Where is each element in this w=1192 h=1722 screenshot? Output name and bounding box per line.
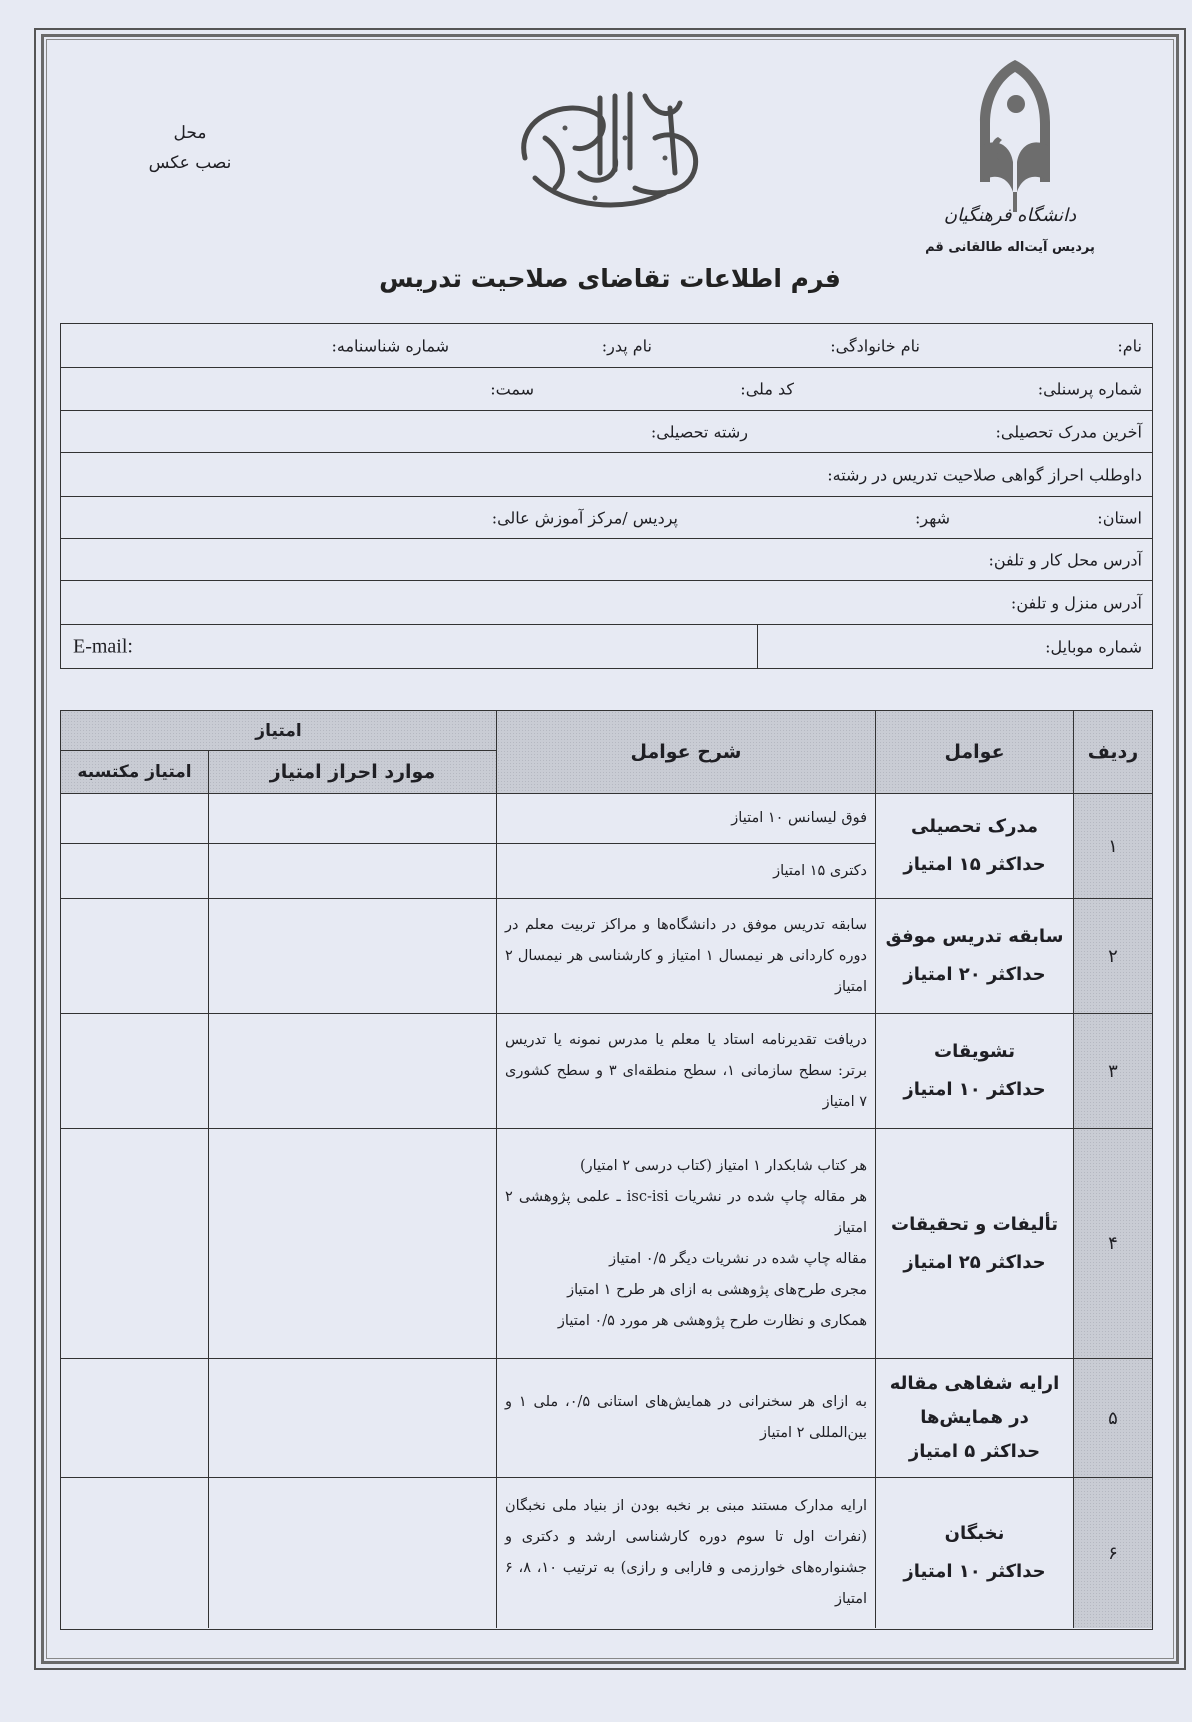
factor-title: نخبگان: [944, 1523, 1005, 1544]
description-cell: [497, 794, 876, 844]
factor-cell: [876, 1478, 1074, 1628]
field-province[interactable]: استان:: [1097, 508, 1142, 527]
field-major[interactable]: رشته تحصیلی:: [650, 422, 748, 441]
email-divider: [757, 625, 758, 668]
score-earned-input[interactable]: [61, 1129, 209, 1359]
university-name: دانشگاه فرهنگیان: [943, 205, 1077, 226]
description-text: دریافت تقدیرنامه استاد یا معلم یا مدرس نمونه یا تدریس برتر: سطح سازمانی ۱، سطح منطقه‌ای ۳ و سطح کشوری ۷ امتیاز: [505, 1031, 867, 1110]
field-email[interactable]: E-mail:: [73, 635, 133, 657]
score-table: [60, 710, 1153, 1630]
info-row: [61, 539, 1152, 581]
description-cell: [497, 1129, 876, 1359]
factor-title: تألیفات و تحقیقات: [891, 1213, 1058, 1235]
description-cell: [497, 844, 876, 899]
description-text: دکتری ۱۵ امتیاز: [773, 862, 867, 879]
row-number: ۵: [1074, 1359, 1152, 1478]
description-cell: [497, 1359, 876, 1478]
description-text: همکاری و نظارت طرح پژوهشی هر مورد ۰/۵ امتیاز: [557, 1312, 867, 1329]
description-text: ارایه مدارک مستند مبنی بر نخبه بودن از بنیاد ملی نخبگان (نفرات اول تا سوم دوره کارشناسی ارشد و دکتری و جشنواره‌های خوارزمی و فارابی و رازی) به ترتیب ۱۰، ۸، ۶ امتیاز: [505, 1498, 867, 1607]
description-cell: [497, 1014, 876, 1129]
factor-max: حداکثر ۲۰ امتیاز: [903, 964, 1046, 985]
info-row: [61, 497, 1152, 539]
header-description: شرح عوامل: [497, 711, 876, 794]
photo-placeholder[interactable]: [130, 118, 250, 178]
description-text: هر مقاله چاپ شده در نشریات isc-isi ـ علمی پژوهشی ۲ امتیاز: [505, 1188, 868, 1236]
score-items-input[interactable]: [209, 899, 497, 1014]
field-teaching-field[interactable]: داوطلب احراز گواهی صلاحیت تدریس در رشته:: [827, 465, 1142, 484]
factor-max: حداکثر ۱۰ امتیاز: [903, 1079, 1046, 1100]
campus-name: پردیس آیت‌اله طالقانی قم: [925, 240, 1095, 255]
factor-title-line2: در همایش‌ها: [920, 1407, 1029, 1428]
field-city[interactable]: شهر:: [915, 508, 950, 527]
info-row: [61, 453, 1152, 497]
photo-label-line1: محل: [173, 123, 207, 143]
score-earned-input[interactable]: [61, 1014, 209, 1129]
field-mobile[interactable]: شماره موبایل:: [1045, 637, 1142, 656]
info-row: [61, 411, 1152, 453]
score-items-input[interactable]: [209, 1359, 497, 1478]
factor-max: حداکثر ۲۵ امتیاز: [903, 1251, 1046, 1273]
factor-max: حداکثر ۱۵ امتیاز: [903, 854, 1046, 875]
factor-title: مدرک تحصیلی: [911, 816, 1038, 837]
factor-cell: [876, 1014, 1074, 1129]
factor-title: تشویقات: [934, 1041, 1015, 1062]
header-score-items: موارد احراز امتیاز: [209, 751, 497, 794]
info-row: [61, 625, 1152, 668]
score-earned-input[interactable]: [61, 844, 209, 899]
university-logo: [940, 52, 1090, 222]
photo-label-line2: نصب عکس: [148, 153, 232, 173]
description-text: فوق لیسانس ۱۰ امتیاز: [731, 810, 867, 826]
description-cell: [497, 1478, 876, 1628]
score-items-input[interactable]: [209, 1014, 497, 1129]
field-home-address[interactable]: آدرس منزل و تلفن:: [1010, 593, 1142, 612]
field-national-code[interactable]: کد ملی:: [740, 379, 794, 399]
description-text: مقاله چاپ شده در نشریات دیگر ۰/۵ امتیاز: [609, 1250, 867, 1267]
field-first-name[interactable]: نام:: [1117, 336, 1142, 355]
factor-max: حداکثر ۱۰ امتیاز: [903, 1561, 1046, 1582]
factor-max: حداکثر ۵ امتیاز: [908, 1441, 1041, 1462]
field-work-address[interactable]: آدرس محل کار و تلفن:: [988, 550, 1142, 569]
factor-cell: [876, 899, 1074, 1014]
header-score-earned: امتیاز مکتسبه: [61, 751, 209, 794]
header-score-group: امتیاز: [61, 711, 497, 751]
description-text: مجری طرح‌های پژوهشی به ازای هر طرح ۱ امتیاز: [567, 1281, 867, 1298]
personal-info-table: [60, 323, 1153, 669]
field-personnel-number[interactable]: شماره پرسنلی:: [1037, 379, 1142, 399]
score-earned-input[interactable]: [61, 1359, 209, 1478]
row-number: ۱: [1074, 794, 1152, 899]
score-earned-input[interactable]: [61, 1478, 209, 1628]
info-row: [61, 581, 1152, 625]
factor-title: ارایه شفاهی مقاله: [889, 1373, 1060, 1394]
description-text: سابقه تدریس موفق در دانشگاه‌ها و مراکز تربیت معلم در دوره کاردانی هر نیمسال ۱ امتیاز و کارشناسی هر نیمسال ۲ امتیاز: [505, 916, 867, 995]
score-items-input[interactable]: [209, 1129, 497, 1359]
row-number: ۴: [1074, 1129, 1152, 1359]
form-title: فرم اطلاعات تقاضای صلاحیت تدریس: [379, 264, 841, 293]
score-items-input[interactable]: [209, 794, 497, 844]
info-row: [61, 368, 1152, 411]
factor-title: سابقه تدریس موفق: [885, 926, 1064, 947]
description-text: هر کتاب شابکدار ۱ امتیاز (کتاب درسی ۲ امتیار): [579, 1157, 867, 1174]
header-factors: عوامل: [876, 711, 1074, 794]
field-id-number[interactable]: شماره شناسنامه:: [331, 336, 449, 355]
field-position[interactable]: سمت:: [490, 379, 534, 399]
header-row-number: ردیف: [1074, 711, 1152, 794]
row-number: ۶: [1074, 1478, 1152, 1628]
score-earned-input[interactable]: [61, 899, 209, 1014]
score-earned-input[interactable]: [61, 794, 209, 844]
info-row: [61, 324, 1152, 368]
field-father-name[interactable]: نام پدر:: [601, 336, 652, 355]
factor-cell: [876, 1129, 1074, 1359]
field-last-name[interactable]: نام خانوادگی:: [830, 336, 920, 355]
row-number: ۳: [1074, 1014, 1152, 1129]
score-items-input[interactable]: [209, 1478, 497, 1628]
description-text: به ازای هر سخنرانی در همایش‌های استانی ۰/۵، ملی ۱ و بین‌المللی ۲ امتیاز: [505, 1394, 867, 1441]
factor-cell: [876, 1359, 1074, 1478]
bismillah-calligraphy: [505, 78, 715, 218]
field-campus[interactable]: پردیس /مرکز آموزش عالی:: [491, 508, 678, 527]
field-last-degree[interactable]: آخرین مدرک تحصیلی:: [995, 422, 1142, 441]
row-number: ۲: [1074, 899, 1152, 1014]
factor-cell: [876, 794, 1074, 899]
description-cell: [497, 899, 876, 1014]
score-items-input[interactable]: [209, 844, 497, 899]
